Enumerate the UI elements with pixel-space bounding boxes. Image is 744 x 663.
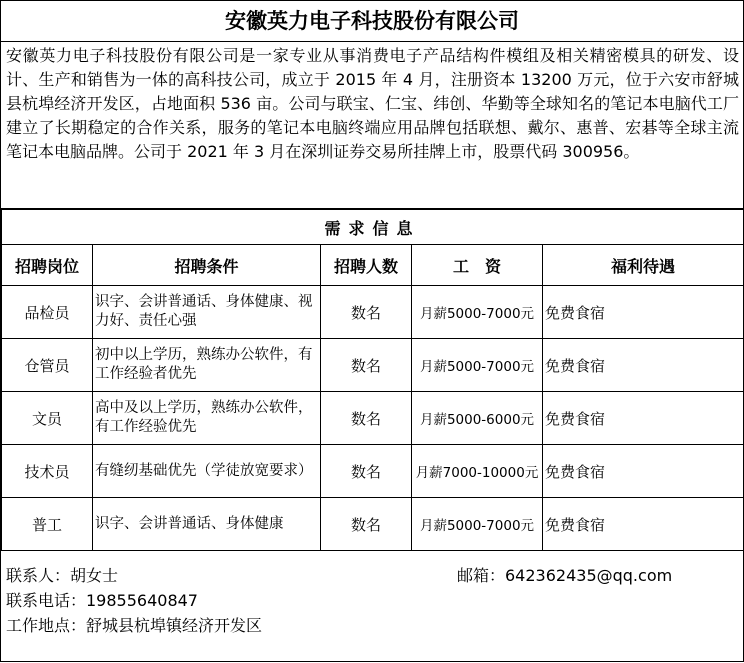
header-position: 招聘岗位 xyxy=(2,245,93,286)
cell-salary: 月薪5000-6000元 xyxy=(412,392,543,445)
table-row xyxy=(2,286,744,339)
contact-block xyxy=(1,551,743,663)
cell-salary: 月薪5000-7000元 xyxy=(412,286,543,339)
table-row xyxy=(2,339,744,392)
company-intro: 安徽英力电子科技股份有限公司是一家专业从事消费电子产品结构件模组及相关精密模具的研发、设计、生产和销售为一体的高科技公司，成立于 2015 年 4 月，注册资本 13200 万元，位于六安市舒城县杭埠经济开发区，占地面积 536 亩。公司与联宝、仁宝、纬创、华勤等全球知名的笔记本电脑代工厂建立了长期稳定的合作关系，服务的笔记本电脑终端应用品牌包括联想、戴尔、惠普、宏碁等全球主流笔记本电脑品牌。公司于 2021 年 3 月在深圳证券交易所挂牌上市，股票代码 300956。 xyxy=(6,46,739,161)
section-title: 需求信息 xyxy=(2,209,744,245)
contact-email: 邮箱：642362435@qq.com xyxy=(457,566,673,585)
cell-count: 数名 xyxy=(321,392,412,445)
cell-position: 仓管员 xyxy=(2,339,93,392)
table-row xyxy=(2,498,744,551)
cell-position: 品检员 xyxy=(2,286,93,339)
cell-salary: 月薪7000-10000元 xyxy=(412,445,543,498)
header-count: 招聘人数 xyxy=(321,245,412,286)
cell-salary: 月薪5000-7000元 xyxy=(412,339,543,392)
cell-conditions: 识字、会讲普通话、身体健康 xyxy=(93,498,321,551)
header-salary: 工 资 xyxy=(412,245,543,286)
company-title: 安徽英力电子科技股份有限公司 xyxy=(1,1,743,42)
cell-count: 数名 xyxy=(321,498,412,551)
table-row xyxy=(2,445,744,498)
cell-benefits: 免费食宿 xyxy=(543,339,744,392)
table-row xyxy=(2,392,744,445)
cell-count: 数名 xyxy=(321,445,412,498)
work-address: 工作地点：舒城县杭埠镇经济开发区 xyxy=(6,616,263,635)
cell-conditions: 识字、会讲普通话、身体健康、视力好、责任心强 xyxy=(93,286,321,339)
cell-count: 数名 xyxy=(321,339,412,392)
cell-conditions: 有缝纫基础优先（学徒放宽要求） xyxy=(93,445,321,498)
cell-benefits: 免费食宿 xyxy=(543,392,744,445)
cell-position: 技术员 xyxy=(2,445,93,498)
cell-conditions: 高中及以上学历，熟练办公软件，有工作经验优先 xyxy=(93,392,321,445)
cell-benefits: 免费食宿 xyxy=(543,498,744,551)
contact-phone: 联系电话：19855640847 xyxy=(6,591,198,610)
cell-benefits: 免费食宿 xyxy=(543,286,744,339)
cell-salary: 月薪5000-7000元 xyxy=(412,498,543,551)
header-conditions: 招聘条件 xyxy=(93,245,321,286)
header-benefits: 福利待遇 xyxy=(543,245,744,286)
cell-benefits: 免费食宿 xyxy=(543,445,744,498)
cell-count: 数名 xyxy=(321,286,412,339)
contact-person: 联系人：胡女士 xyxy=(6,566,119,585)
cell-position: 文员 xyxy=(2,392,93,445)
recruitment-table xyxy=(1,208,744,551)
table-header-row xyxy=(2,245,744,286)
cell-position: 普工 xyxy=(2,498,93,551)
cell-conditions: 初中以上学历，熟练办公软件，有工作经验者优先 xyxy=(93,339,321,392)
